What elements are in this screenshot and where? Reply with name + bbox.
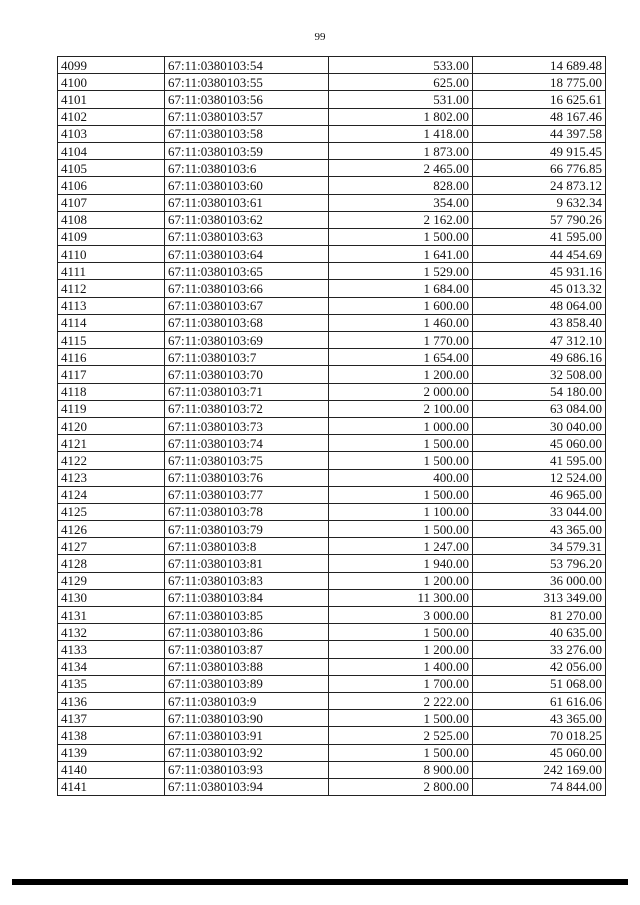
cadastral-number-cell: 67:11:0380103:89 [165, 675, 329, 692]
value-cell: 14 689.48 [473, 57, 606, 74]
table-row [58, 332, 606, 349]
area-cell: 1 654.00 [329, 349, 473, 366]
value-cell: 46 965.00 [473, 486, 606, 503]
row-number-cell: 4119 [58, 400, 165, 417]
table-row [58, 469, 606, 486]
table-row [58, 349, 606, 366]
cadastral-number-cell: 67:11:0380103:77 [165, 486, 329, 503]
area-cell: 1 500.00 [329, 624, 473, 641]
row-number-cell: 4136 [58, 692, 165, 709]
table-row [58, 555, 606, 572]
row-number-cell: 4112 [58, 280, 165, 297]
value-cell: 12 524.00 [473, 469, 606, 486]
table-row [58, 435, 606, 452]
area-cell: 1 200.00 [329, 572, 473, 589]
table-row [58, 521, 606, 538]
value-cell: 45 931.16 [473, 263, 606, 280]
cadastral-table [57, 56, 606, 796]
table-row [58, 452, 606, 469]
value-cell: 47 312.10 [473, 332, 606, 349]
value-cell: 74 844.00 [473, 778, 606, 795]
row-number-cell: 4137 [58, 710, 165, 727]
table-row [58, 675, 606, 692]
row-number-cell: 4125 [58, 503, 165, 520]
cadastral-number-cell: 67:11:0380103:58 [165, 125, 329, 142]
row-number-cell: 4102 [58, 108, 165, 125]
row-number-cell: 4128 [58, 555, 165, 572]
table-row [58, 314, 606, 331]
cadastral-number-cell: 67:11:0380103:59 [165, 142, 329, 159]
table-row [58, 761, 606, 778]
row-number-cell: 4140 [58, 761, 165, 778]
row-number-cell: 4104 [58, 142, 165, 159]
table-row [58, 503, 606, 520]
area-cell: 1 700.00 [329, 675, 473, 692]
area-cell: 1 770.00 [329, 332, 473, 349]
area-cell: 1 500.00 [329, 452, 473, 469]
row-number-cell: 4132 [58, 624, 165, 641]
area-cell: 8 900.00 [329, 761, 473, 778]
cadastral-number-cell: 67:11:0380103:63 [165, 228, 329, 245]
area-cell: 1 500.00 [329, 521, 473, 538]
cadastral-number-cell: 67:11:0380103:74 [165, 435, 329, 452]
area-cell: 1 418.00 [329, 125, 473, 142]
cadastral-number-cell: 67:11:0380103:61 [165, 194, 329, 211]
value-cell: 41 595.00 [473, 228, 606, 245]
area-cell: 1 200.00 [329, 641, 473, 658]
value-cell: 40 635.00 [473, 624, 606, 641]
cadastral-number-cell: 67:11:0380103:62 [165, 211, 329, 228]
area-cell: 1 247.00 [329, 538, 473, 555]
value-cell: 49 915.45 [473, 142, 606, 159]
area-cell: 828.00 [329, 177, 473, 194]
cadastral-number-cell: 67:11:0380103:88 [165, 658, 329, 675]
table-row [58, 641, 606, 658]
cadastral-number-cell: 67:11:0380103:71 [165, 383, 329, 400]
row-number-cell: 4131 [58, 607, 165, 624]
row-number-cell: 4138 [58, 727, 165, 744]
table-row [58, 778, 606, 795]
value-cell: 54 180.00 [473, 383, 606, 400]
value-cell: 49 686.16 [473, 349, 606, 366]
row-number-cell: 4141 [58, 778, 165, 795]
row-number-cell: 4133 [58, 641, 165, 658]
row-number-cell: 4126 [58, 521, 165, 538]
row-number-cell: 4105 [58, 160, 165, 177]
value-cell: 44 397.58 [473, 125, 606, 142]
row-number-cell: 4122 [58, 452, 165, 469]
area-cell: 1 802.00 [329, 108, 473, 125]
table-row [58, 57, 606, 74]
table-row [58, 142, 606, 159]
table-row [58, 658, 606, 675]
area-cell: 2 222.00 [329, 692, 473, 709]
row-number-cell: 4106 [58, 177, 165, 194]
row-number-cell: 4110 [58, 246, 165, 263]
table-row [58, 400, 606, 417]
table-row [58, 607, 606, 624]
area-cell: 2 162.00 [329, 211, 473, 228]
row-number-cell: 4118 [58, 383, 165, 400]
cadastral-number-cell: 67:11:0380103:84 [165, 589, 329, 606]
value-cell: 48 167.46 [473, 108, 606, 125]
row-number-cell: 4111 [58, 263, 165, 280]
cadastral-number-cell: 67:11:0380103:6 [165, 160, 329, 177]
row-number-cell: 4124 [58, 486, 165, 503]
cadastral-number-cell: 67:11:0380103:56 [165, 91, 329, 108]
value-cell: 33 276.00 [473, 641, 606, 658]
table-row [58, 246, 606, 263]
table-row [58, 125, 606, 142]
row-number-cell: 4121 [58, 435, 165, 452]
table-row [58, 177, 606, 194]
row-number-cell: 4135 [58, 675, 165, 692]
value-cell: 43 365.00 [473, 710, 606, 727]
table-row [58, 692, 606, 709]
value-cell: 42 056.00 [473, 658, 606, 675]
row-number-cell: 4129 [58, 572, 165, 589]
area-cell: 1 641.00 [329, 246, 473, 263]
value-cell: 48 064.00 [473, 297, 606, 314]
row-number-cell: 4109 [58, 228, 165, 245]
cadastral-number-cell: 67:11:0380103:68 [165, 314, 329, 331]
table-row [58, 572, 606, 589]
area-cell: 1 500.00 [329, 710, 473, 727]
value-cell: 53 796.20 [473, 555, 606, 572]
row-number-cell: 4103 [58, 125, 165, 142]
cadastral-number-cell: 67:11:0380103:81 [165, 555, 329, 572]
cadastral-number-cell: 67:11:0380103:79 [165, 521, 329, 538]
cadastral-number-cell: 67:11:0380103:83 [165, 572, 329, 589]
row-number-cell: 4108 [58, 211, 165, 228]
row-number-cell: 4130 [58, 589, 165, 606]
area-cell: 400.00 [329, 469, 473, 486]
area-cell: 1 500.00 [329, 228, 473, 245]
value-cell: 41 595.00 [473, 452, 606, 469]
cadastral-number-cell: 67:11:0380103:76 [165, 469, 329, 486]
cadastral-number-cell: 67:11:0380103:92 [165, 744, 329, 761]
cadastral-number-cell: 67:11:0380103:54 [165, 57, 329, 74]
table-row [58, 366, 606, 383]
cadastral-number-cell: 67:11:0380103:66 [165, 280, 329, 297]
table-row [58, 383, 606, 400]
table-row [58, 727, 606, 744]
area-cell: 625.00 [329, 74, 473, 91]
page-number: 99 [314, 31, 326, 43]
footer-rule [12, 879, 628, 885]
cadastral-number-cell: 67:11:0380103:78 [165, 503, 329, 520]
cadastral-number-cell: 67:11:0380103:65 [165, 263, 329, 280]
area-cell: 1 500.00 [329, 435, 473, 452]
cadastral-number-cell: 67:11:0380103:55 [165, 74, 329, 91]
row-number-cell: 4117 [58, 366, 165, 383]
value-cell: 66 776.85 [473, 160, 606, 177]
row-number-cell: 4100 [58, 74, 165, 91]
area-cell: 1 460.00 [329, 314, 473, 331]
row-number-cell: 4120 [58, 417, 165, 434]
area-cell: 2 100.00 [329, 400, 473, 417]
value-cell: 44 454.69 [473, 246, 606, 263]
area-cell: 2 800.00 [329, 778, 473, 795]
row-number-cell: 4113 [58, 297, 165, 314]
row-number-cell: 4107 [58, 194, 165, 211]
value-cell: 51 068.00 [473, 675, 606, 692]
area-cell: 533.00 [329, 57, 473, 74]
cadastral-number-cell: 67:11:0380103:8 [165, 538, 329, 555]
value-cell: 24 873.12 [473, 177, 606, 194]
cadastral-number-cell: 67:11:0380103:67 [165, 297, 329, 314]
value-cell: 16 625.61 [473, 91, 606, 108]
area-cell: 1 500.00 [329, 486, 473, 503]
cadastral-number-cell: 67:11:0380103:91 [165, 727, 329, 744]
area-cell: 1 529.00 [329, 263, 473, 280]
row-number-cell: 4127 [58, 538, 165, 555]
area-cell: 1 100.00 [329, 503, 473, 520]
cadastral-number-cell: 67:11:0380103:86 [165, 624, 329, 641]
area-cell: 2 000.00 [329, 383, 473, 400]
cadastral-number-cell: 67:11:0380103:90 [165, 710, 329, 727]
cadastral-number-cell: 67:11:0380103:75 [165, 452, 329, 469]
area-cell: 3 000.00 [329, 607, 473, 624]
value-cell: 45 060.00 [473, 744, 606, 761]
table-row [58, 744, 606, 761]
area-cell: 1 873.00 [329, 142, 473, 159]
value-cell: 61 616.06 [473, 692, 606, 709]
table-body [58, 57, 606, 796]
table-row [58, 91, 606, 108]
row-number-cell: 4134 [58, 658, 165, 675]
table-row [58, 417, 606, 434]
value-cell: 242 169.00 [473, 761, 606, 778]
value-cell: 70 018.25 [473, 727, 606, 744]
area-cell: 1 000.00 [329, 417, 473, 434]
table-row [58, 228, 606, 245]
cadastral-number-cell: 67:11:0380103:93 [165, 761, 329, 778]
area-cell: 11 300.00 [329, 589, 473, 606]
cadastral-number-cell: 67:11:0380103:69 [165, 332, 329, 349]
value-cell: 30 040.00 [473, 417, 606, 434]
area-cell: 1 500.00 [329, 744, 473, 761]
value-cell: 33 044.00 [473, 503, 606, 520]
row-number-cell: 4101 [58, 91, 165, 108]
value-cell: 43 858.40 [473, 314, 606, 331]
value-cell: 18 775.00 [473, 74, 606, 91]
value-cell: 45 060.00 [473, 435, 606, 452]
table-row [58, 280, 606, 297]
row-number-cell: 4123 [58, 469, 165, 486]
cadastral-number-cell: 67:11:0380103:57 [165, 108, 329, 125]
table-row [58, 160, 606, 177]
row-number-cell: 4114 [58, 314, 165, 331]
cadastral-number-cell: 67:11:0380103:85 [165, 607, 329, 624]
value-cell: 81 270.00 [473, 607, 606, 624]
value-cell: 313 349.00 [473, 589, 606, 606]
cadastral-number-cell: 67:11:0380103:94 [165, 778, 329, 795]
area-cell: 1 940.00 [329, 555, 473, 572]
value-cell: 43 365.00 [473, 521, 606, 538]
table-row [58, 710, 606, 727]
row-number-cell: 4115 [58, 332, 165, 349]
table-row [58, 263, 606, 280]
cadastral-number-cell: 67:11:0380103:72 [165, 400, 329, 417]
area-cell: 1 400.00 [329, 658, 473, 675]
cadastral-number-cell: 67:11:0380103:9 [165, 692, 329, 709]
row-number-cell: 4099 [58, 57, 165, 74]
value-cell: 57 790.26 [473, 211, 606, 228]
table-row [58, 538, 606, 555]
value-cell: 9 632.34 [473, 194, 606, 211]
value-cell: 63 084.00 [473, 400, 606, 417]
table-row [58, 194, 606, 211]
area-cell: 2 525.00 [329, 727, 473, 744]
table-row [58, 211, 606, 228]
cadastral-number-cell: 67:11:0380103:64 [165, 246, 329, 263]
area-cell: 1 684.00 [329, 280, 473, 297]
cadastral-number-cell: 67:11:0380103:70 [165, 366, 329, 383]
table-row [58, 486, 606, 503]
cadastral-number-cell: 67:11:0380103:60 [165, 177, 329, 194]
area-cell: 2 465.00 [329, 160, 473, 177]
table-row [58, 74, 606, 91]
row-number-cell: 4116 [58, 349, 165, 366]
cadastral-number-cell: 67:11:0380103:7 [165, 349, 329, 366]
area-cell: 354.00 [329, 194, 473, 211]
row-number-cell: 4139 [58, 744, 165, 761]
table-row [58, 624, 606, 641]
value-cell: 32 508.00 [473, 366, 606, 383]
area-cell: 1 600.00 [329, 297, 473, 314]
area-cell: 1 200.00 [329, 366, 473, 383]
cadastral-number-cell: 67:11:0380103:87 [165, 641, 329, 658]
cadastral-number-cell: 67:11:0380103:73 [165, 417, 329, 434]
value-cell: 45 013.32 [473, 280, 606, 297]
value-cell: 34 579.31 [473, 538, 606, 555]
table-row [58, 297, 606, 314]
table-row [58, 108, 606, 125]
value-cell: 36 000.00 [473, 572, 606, 589]
area-cell: 531.00 [329, 91, 473, 108]
table-row [58, 589, 606, 606]
